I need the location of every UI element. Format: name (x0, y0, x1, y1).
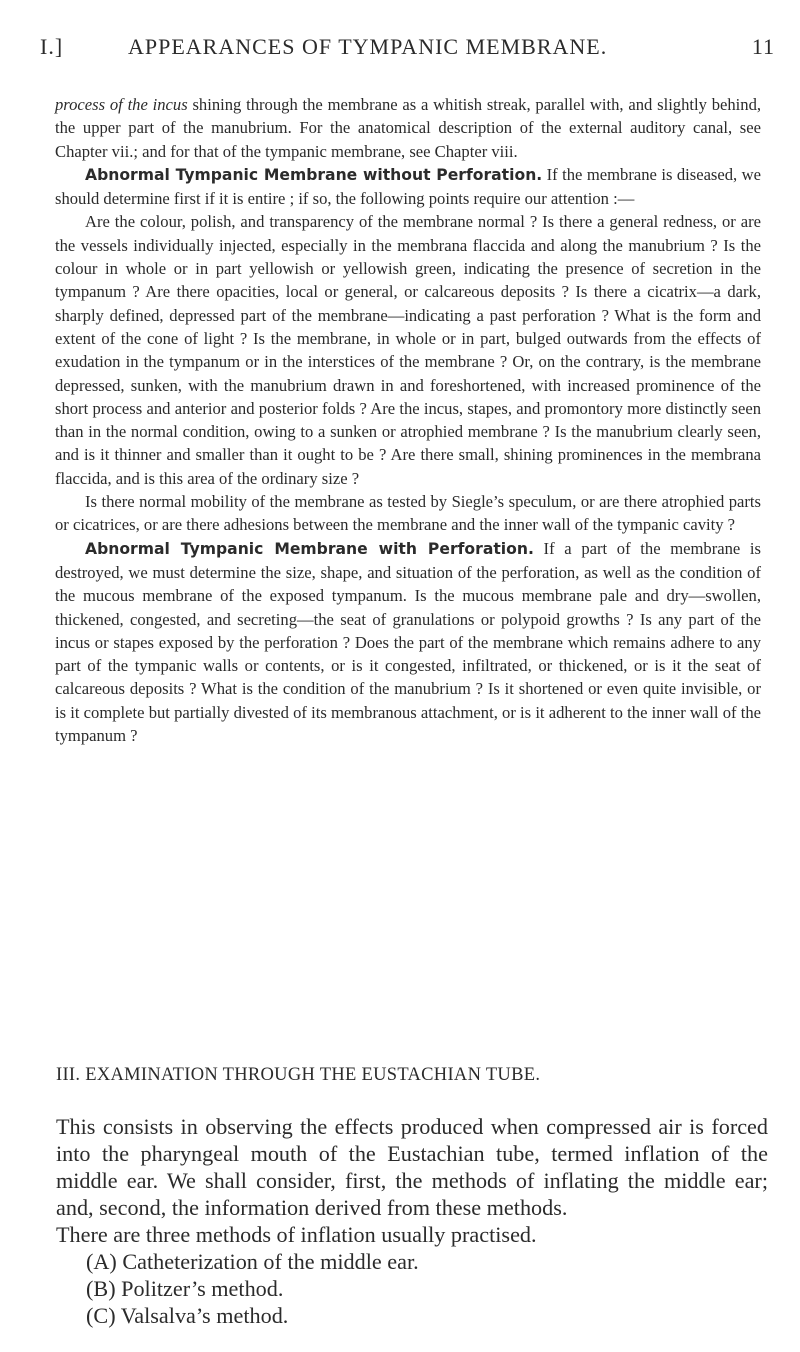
paragraph-inflation: This consists in observing the effects produced when compressed air is forced into the pharyngeal mouth of the Eustachian tube, termed inflation of the middle ear. We shall consider, first, the methods of inflating the middle ear; and, second, the information derived from these methods. (56, 1114, 768, 1220)
italic-term: process of the incus (55, 95, 188, 114)
paragraph-text: If the membrane is diseased, we should determine first if it is entire ; if so, the following points require our attention :— (55, 164, 761, 209)
list-item-catheterization: (A) Catheterization of the middle ear. (86, 1249, 419, 1274)
list-item-politzer: (B) Politzer’s method. (86, 1276, 284, 1301)
paragraph-text: shining through the membrane as a whitish streak, parallel with, and slightly behind, the upper part of the manubrium. For the anatomical description of the external auditory canal, see Chapter vii.; and for that of the tympanic membrane, see Chapter viii. (55, 95, 762, 161)
paragraph-text: If a part of the membrane is destroyed, we must determine the size, shape, and situation of the perforation, as well as the condition of the mucous membrane of the exposed tympanum. Is the mucous membrane pale and dry—swollen, thickened, congested, and secreting—the seat of granulations or polypoid growths ? Is any part of the incus or stapes exposed by the perforation ? Does the part of the membrane which remains adhere to any part of the tympanic walls or contents, or is it congested, infiltrated, or thickened, or is it the seat of calcareous deposits ? What is the condition of the manubrium ? Is it shortened or even quite invisible, or is it complete but partially divested of its membranous attachment, or is it adherent to the inner wall of the tympanum ? (55, 538, 761, 746)
paragraph-continuation (55, 93, 761, 163)
running-head (40, 22, 775, 62)
paragraph-without-perforation (55, 163, 761, 211)
subheading-without-perforation: Abnormal Tympanic Membrane without Perforation. (85, 165, 543, 184)
page-number: 11 (751, 34, 775, 59)
running-title: APPEARANCES OF TYMPANIC MEMBRANE. (128, 34, 608, 59)
paragraph-text: Is there normal mobility of the membrane as tested by Siegle’s speculum, or are there atrophied parts or cicatrices, or are there adhesions between the membrane and the inner wall of the tympanic cavity ? (55, 492, 761, 535)
list-item-valsalva: (C) Valsalva’s method. (86, 1303, 289, 1328)
paragraph-with-perforation (55, 537, 761, 748)
section-heading-eustachian: III. EXAMINATION THROUGH THE EUSTACHIAN TUBE. (56, 1065, 541, 1085)
section-marker: I.] (40, 34, 64, 59)
subheading-with-perforation: Abnormal Tympanic Membrane with Perforation. (85, 539, 534, 558)
paragraph-questions (55, 210, 761, 490)
large-text-block (56, 1113, 768, 1329)
paragraph-methods: There are three methods of inflation usually practised. (56, 1222, 537, 1247)
body-text (55, 93, 761, 747)
paragraph-mobility (55, 490, 761, 537)
paragraph-text: Are the colour, polish, and transparency of the membrane normal ? Is there a general redness, or are the vessels individually injected, especially in the membrana flaccida and along the manubrium ? Is the colour in whole or in part yellowish or yellowish green, indicating the presence of secretion in the tympanum ? Are there opacities, local or general, or calcareous deposits ? Is there a cicatrix—a dark, sharply defined, depressed part of the membrane—indicating a past perforation ? What is the form and extent of the cone of light ? Is the membrane, in whole or in part, bulged outwards from the effects of exudation in the tympanum or in the interstices of the membrane ? Or, on the contrary, is the membrane depressed, sunken, with the manubrium drawn in and foreshortened, with increased prominence of the short process and anterior and posterior folds ? Are the incus, stapes, and promontory more distinctly seen than in the normal condition, owing to a sunken or atrophied membrane ? Is the manubrium clearly seen, and is it thinner and smaller than it ought to be ? Are there small, shining prominences in the membrana flaccida, and is this area of the ordinary size ? (55, 212, 761, 488)
